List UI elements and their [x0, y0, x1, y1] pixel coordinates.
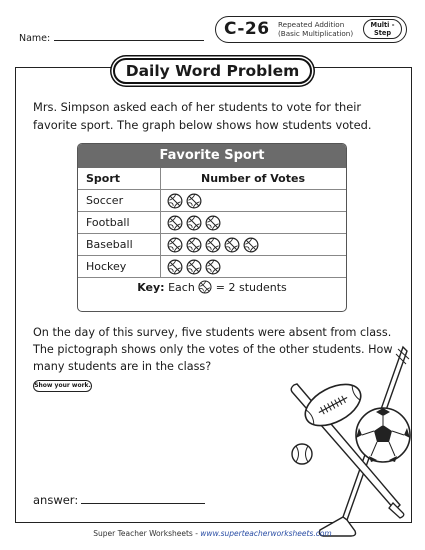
sport-label: Football	[86, 216, 130, 229]
question-text: On the day of this survey, five students were absent from class. The pictograph shows only the votes of the other students. How many students are in the class?	[33, 326, 393, 373]
graph-row-soccer	[78, 189, 346, 211]
answer-label: answer:	[33, 493, 79, 507]
volleyball-icon	[186, 259, 202, 275]
show-your-work-label: Show your work.	[33, 380, 92, 392]
footer-prefix: Super Teacher Worksheets -	[93, 529, 201, 538]
graph-title: Favorite Sport	[78, 144, 346, 168]
footer	[0, 529, 425, 538]
volleyball-icon	[167, 259, 183, 275]
volleyball-icon	[167, 215, 183, 231]
topic-label	[278, 20, 353, 38]
topic-line-1: Repeated Addition	[278, 20, 345, 29]
key-value: = 2 students	[215, 281, 287, 294]
graph-row-football	[78, 211, 346, 233]
answer-line[interactable]	[81, 495, 205, 504]
footer-link[interactable]: www.superteacherworksheets.com	[200, 529, 332, 538]
sport-label: Hockey	[86, 260, 127, 273]
badge-line-2: Step	[373, 29, 392, 37]
volleyball-icon	[186, 215, 202, 231]
worksheet-code-badge	[215, 16, 407, 43]
column-divider	[160, 190, 161, 211]
title-banner	[113, 58, 312, 84]
graph-key	[78, 277, 346, 298]
name-line[interactable]	[54, 33, 204, 41]
answer-field	[33, 493, 205, 507]
vote-icons	[167, 258, 221, 275]
column-divider	[160, 234, 161, 255]
vote-icons	[167, 192, 202, 209]
name-label: Name:	[19, 33, 51, 44]
graph-header-row	[78, 168, 346, 189]
sport-label: Baseball	[86, 238, 133, 251]
volleyball-icon	[205, 237, 221, 253]
badge-line-1: Multi -	[370, 21, 395, 29]
volleyball-icon	[243, 237, 259, 253]
intro-text: Mrs. Simpson asked each of her students to vote for their favorite sport. The graph below shows how students voted.	[33, 100, 372, 132]
graph-row-hockey	[78, 255, 346, 277]
sports-equipment-illustration	[285, 335, 415, 550]
volleyball-icon	[205, 259, 221, 275]
key-label: Key:	[137, 281, 165, 294]
column-divider	[160, 212, 161, 233]
volleyball-icon	[205, 215, 221, 231]
volleyball-icon	[186, 237, 202, 253]
vote-icons	[167, 214, 221, 231]
baseball-icon	[292, 444, 312, 464]
volleyball-icon	[198, 280, 212, 294]
soccer-ball-icon	[356, 408, 410, 462]
page-title: Daily Word Problem	[125, 62, 300, 80]
column-divider	[160, 256, 161, 277]
graph-row-baseball	[78, 233, 346, 255]
volleyball-icon	[167, 237, 183, 253]
graph-rows	[78, 189, 346, 277]
sport-label: Soccer	[86, 194, 124, 207]
volleyball-icon	[224, 237, 240, 253]
topic-line-2: (Basic Multiplication)	[278, 29, 354, 38]
worksheet-code: C-26	[224, 19, 270, 39]
volleyball-icon	[186, 193, 202, 209]
pictograph	[77, 143, 347, 312]
multi-step-badge	[363, 19, 402, 39]
column-header-votes: Number of Votes	[201, 172, 305, 185]
vote-icons	[167, 236, 259, 253]
key-each: Each	[168, 281, 195, 294]
column-header-sport: Sport	[86, 172, 121, 185]
volleyball-icon	[167, 193, 183, 209]
name-field	[19, 33, 204, 44]
